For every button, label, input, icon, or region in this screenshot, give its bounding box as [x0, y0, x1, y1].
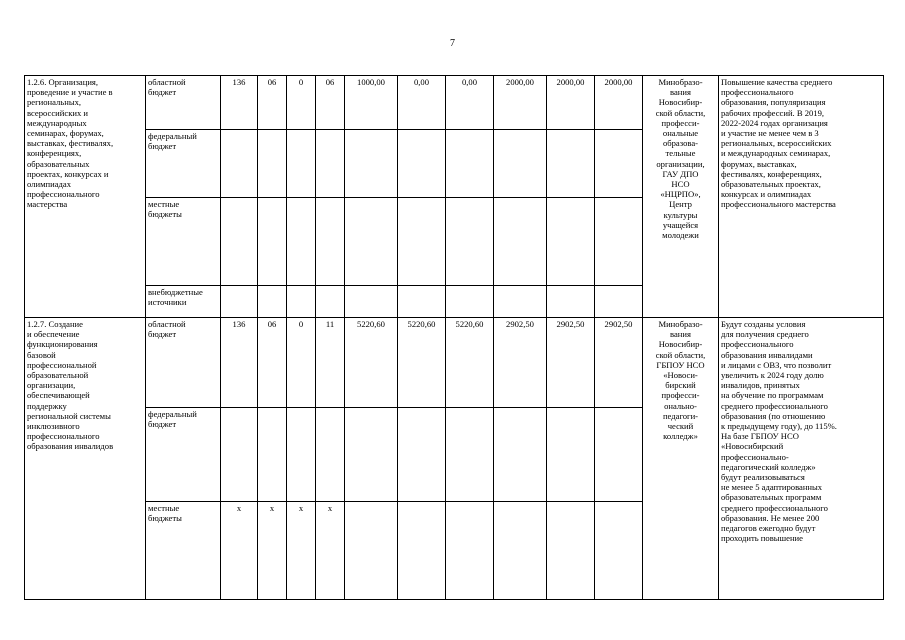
budget-code-cell: 06: [258, 76, 287, 130]
funding-source-cell: внебюджетные источники: [146, 286, 221, 318]
amount-cell: 5220,60: [398, 318, 446, 408]
amount-cell: [494, 502, 547, 600]
amount-cell: [345, 130, 398, 198]
amount-cell: [547, 198, 595, 286]
budget-code-cell: 0: [287, 318, 316, 408]
amount-cell: 1000,00: [345, 76, 398, 130]
budget-code-cell: [221, 286, 258, 318]
amount-cell: [595, 408, 643, 502]
budget-code-cell: [287, 286, 316, 318]
activity-name-cell: 1.2.7. Создание и обеспечение функционирования базовой профессиональной образовательной организации, обеспечивающей поддержку региональной системы инклюзивного профессионального образования инвалидов: [25, 318, 146, 600]
amount-cell: [446, 502, 494, 600]
amount-cell: 2000,00: [595, 76, 643, 130]
amount-cell: [595, 286, 643, 318]
amount-cell: 2000,00: [494, 76, 547, 130]
amount-cell: [345, 408, 398, 502]
budget-code-cell: [258, 408, 287, 502]
budget-code-cell: [316, 198, 345, 286]
budget-code-cell: х: [316, 502, 345, 600]
budget-code-cell: [287, 408, 316, 502]
budget-code-cell: [221, 198, 258, 286]
budget-code-cell: [287, 198, 316, 286]
amount-cell: [494, 198, 547, 286]
expected-result-cell: Будут созданы условия для получения среднего профессионального образования инвалидами и лицами с ОВЗ, что позволит увеличить к 2024 году долю инвалидов, принятых на обучение по программам среднего профессионального образования (по отношению к предыдущему году), до 115%. На базе ГБПОУ НСО «Новосибирский профессионально- педагогический колледж» будут реализовываться не менее 5 адаптированных образовательных программ среднего профессионального образования. Не менее 200 педагогов ежегодно будут проходить повышение: [719, 318, 884, 600]
amount-cell: [547, 502, 595, 600]
budget-code-cell: [258, 286, 287, 318]
amount-cell: 2902,50: [595, 318, 643, 408]
funding-source-cell: областной бюджет: [146, 76, 221, 130]
amount-cell: 5220,60: [345, 318, 398, 408]
amount-cell: [398, 130, 446, 198]
funding-source-cell: местные бюджеты: [146, 198, 221, 286]
amount-cell: [547, 408, 595, 502]
amount-cell: [446, 198, 494, 286]
budget-code-cell: [221, 130, 258, 198]
amount-cell: [398, 286, 446, 318]
amount-cell: [398, 502, 446, 600]
budget-code-cell: [287, 130, 316, 198]
amount-cell: 2000,00: [547, 76, 595, 130]
amount-cell: [345, 286, 398, 318]
amount-cell: [446, 130, 494, 198]
activity-name-cell: 1.2.6. Организация, проведение и участие в региональных, всероссийских и международных семинарах, форумах, выставках, фестивалях, конференциях, образовательных проектах, конкурсах и олимпиадах профессионального мастерства: [25, 76, 146, 318]
amount-cell: [494, 408, 547, 502]
amount-cell: [345, 198, 398, 286]
amount-cell: 2902,50: [494, 318, 547, 408]
budget-code-cell: 11: [316, 318, 345, 408]
budget-code-cell: х: [287, 502, 316, 600]
table-row: [25, 76, 884, 130]
amount-cell: [547, 130, 595, 198]
budget-code-cell: 0: [287, 76, 316, 130]
amount-cell: 0,00: [398, 76, 446, 130]
table-row: [25, 318, 884, 408]
budget-code-cell: [316, 408, 345, 502]
budget-code-cell: х: [221, 502, 258, 600]
program-activities-table: [24, 75, 884, 600]
budget-code-cell: 06: [258, 318, 287, 408]
expected-result-cell: Повышение качества среднего профессионального образования, популяризация рабочих профессий. В 2019, 2022-2024 годах организация и участие не менее чем в 3 региональных, всероссийских и международных семинарах, форумах, выставках, фестивалях, конференциях, образовательных проектах, конкурсах и олимпиадах профессионального мастерства: [719, 76, 884, 318]
amount-cell: [345, 502, 398, 600]
amount-cell: [494, 286, 547, 318]
budget-code-cell: [221, 408, 258, 502]
budget-code-cell: 136: [221, 318, 258, 408]
amount-cell: [595, 130, 643, 198]
budget-code-cell: 136: [221, 76, 258, 130]
amount-cell: 0,00: [446, 76, 494, 130]
page-number: 7: [450, 38, 455, 49]
funding-source-cell: федеральный бюджет: [146, 130, 221, 198]
amount-cell: [446, 286, 494, 318]
budget-code-cell: [316, 286, 345, 318]
amount-cell: [595, 502, 643, 600]
amount-cell: [547, 286, 595, 318]
budget-code-cell: [316, 130, 345, 198]
budget-code-cell: 06: [316, 76, 345, 130]
funding-source-cell: местные бюджеты: [146, 502, 221, 600]
amount-cell: [398, 198, 446, 286]
amount-cell: [494, 130, 547, 198]
amount-cell: [446, 408, 494, 502]
budget-code-cell: х: [258, 502, 287, 600]
budget-code-cell: [258, 198, 287, 286]
amount-cell: [398, 408, 446, 502]
budget-code-cell: [258, 130, 287, 198]
executor-cell: Минобразо- вания Новосибир- ской области, ГБПОУ НСО «Новоси- бирский професси- онально- педагоги- ческий колледж»: [643, 318, 719, 600]
amount-cell: [595, 198, 643, 286]
executor-cell: Минобразо- вания Новосибир- ской области, професси- ональные образова- тельные организации, ГАУ ДПО НСО «НЦРПО», Центр культуры учащейся молодежи: [643, 76, 719, 318]
funding-source-cell: областной бюджет: [146, 318, 221, 408]
funding-source-cell: федеральный бюджет: [146, 408, 221, 502]
amount-cell: 2902,50: [547, 318, 595, 408]
amount-cell: 5220,60: [446, 318, 494, 408]
